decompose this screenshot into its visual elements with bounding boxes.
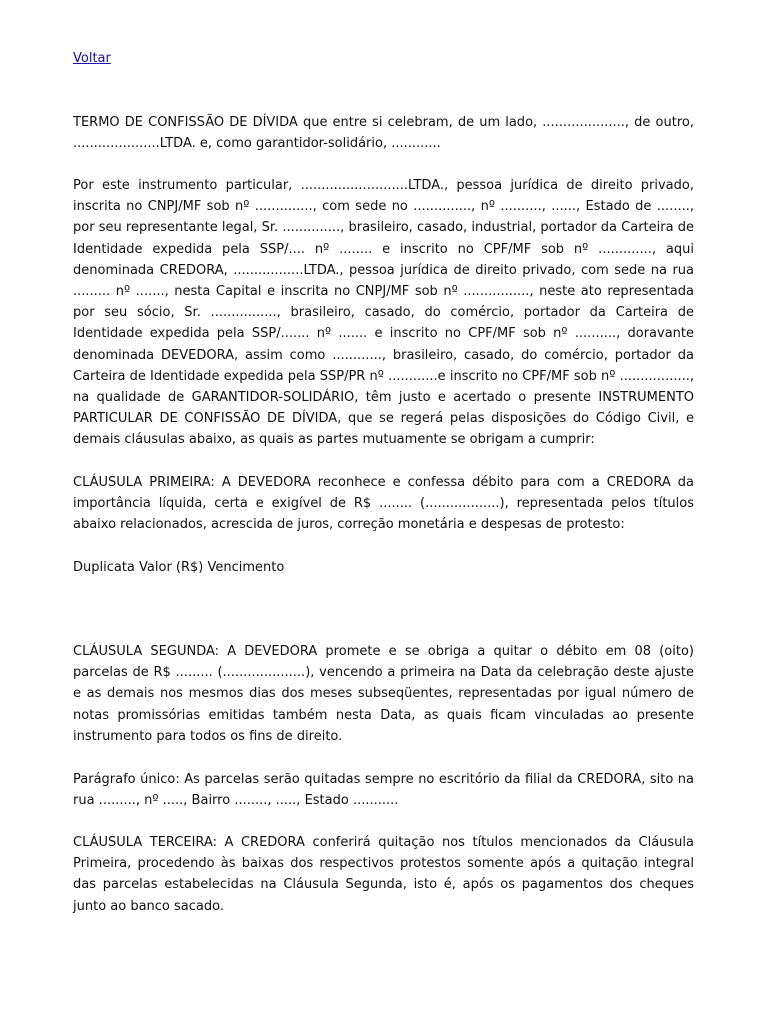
clause-third: CLÁUSULA TERCEIRA: A CREDORA conferirá quitação nos títulos mencionados da Cláusula Primeira, procedendo às baixas dos respectivos protestos somente após a quitação integral das parcelas estabelecidas na Cláusula Segunda, isto é, após os pagamentos dos cheques junto ao banco sacado. xyxy=(73,835,694,914)
clause-first: CLÁUSULA PRIMEIRA: A DEVEDORA reconhece e confessa débito para com a CREDORA da importância líquida, certa e exigível de R$ ........ (..................), representada pelos títulos abaixo relacionados, acrescida de juros, correção monetária e despesas de protesto: xyxy=(73,475,694,533)
document-intro: TERMO DE CONFISSÃO DE DÍVIDA que entre si celebram, de um lado, ...................., de outro, .....................LTDA. e, como garantidor-solidário, ............ xyxy=(73,115,694,152)
clause-second: CLÁUSULA SEGUNDA: A DEVEDORA promete e se obriga a quitar o débito em 08 (oito) parcelas de R$ ......... (....................), vencendo a primeira na Data da celebração deste ajuste e as demais nos mesmos dias dos meses subseqüentes, representadas por igual número de notas promissórias emitidas também nesta Data, as quais ficam vinculadas ao presente instrumento para todos os fins de direito. xyxy=(73,644,694,744)
back-link[interactable]: Voltar xyxy=(73,51,111,66)
duplicates-table-header: Duplicata Valor (R$) Vencimento xyxy=(73,560,285,575)
sole-paragraph: Parágrafo único: As parcelas serão quitadas sempre no escritório da filial da CREDORA, sito na rua ........., nº ....., Bairro ........, ....., Estado ........... xyxy=(73,772,694,809)
parties-paragraph: Por este instrumento particular, ..........................LTDA., pessoa jurídica de direito privado, inscrita no CNPJ/MF sob nº .............., com sede no .............., nº .........., ......, Estado de ........, por seu representante legal, Sr. .............., brasileiro, casado, industrial, portador da Carteira de Identidade expedida pela SSP/.... nº ........ e inscrito no CPF/MF sob nº ............., aqui denominada CREDORA, .................LTDA., pessoa jurídica de direito privado, com sede na rua ......... nº ......., nesta Capital e inscrita no CNPJ/MF sob nº ................, neste ato representada por seu sócio, Sr. ................, brasileiro, casado, do comércio, portador da Carteira de Identidade expedida pela SSP/....... nº ....... e inscrito no CPF/MF sob nº .........., doravante denominada DEVEDORA, assim como ............, brasileiro, casado, do comércio, portador da Carteira de Identidade expedida pela SSP/PR nº ............e inscrito no CPF/MF sob nº ................., na qualidade de GARANTIDOR-SOLIDÁRIO, têm justo e acertado o presente INSTRUMENTO PARTICULAR DE CONFISSÃO DE DÍVIDA, que se regerá pelas disposições do Código Civil, e demais cláusulas abaixo, as quais as partes mutuamente se obrigam a cumprir: xyxy=(73,178,694,448)
